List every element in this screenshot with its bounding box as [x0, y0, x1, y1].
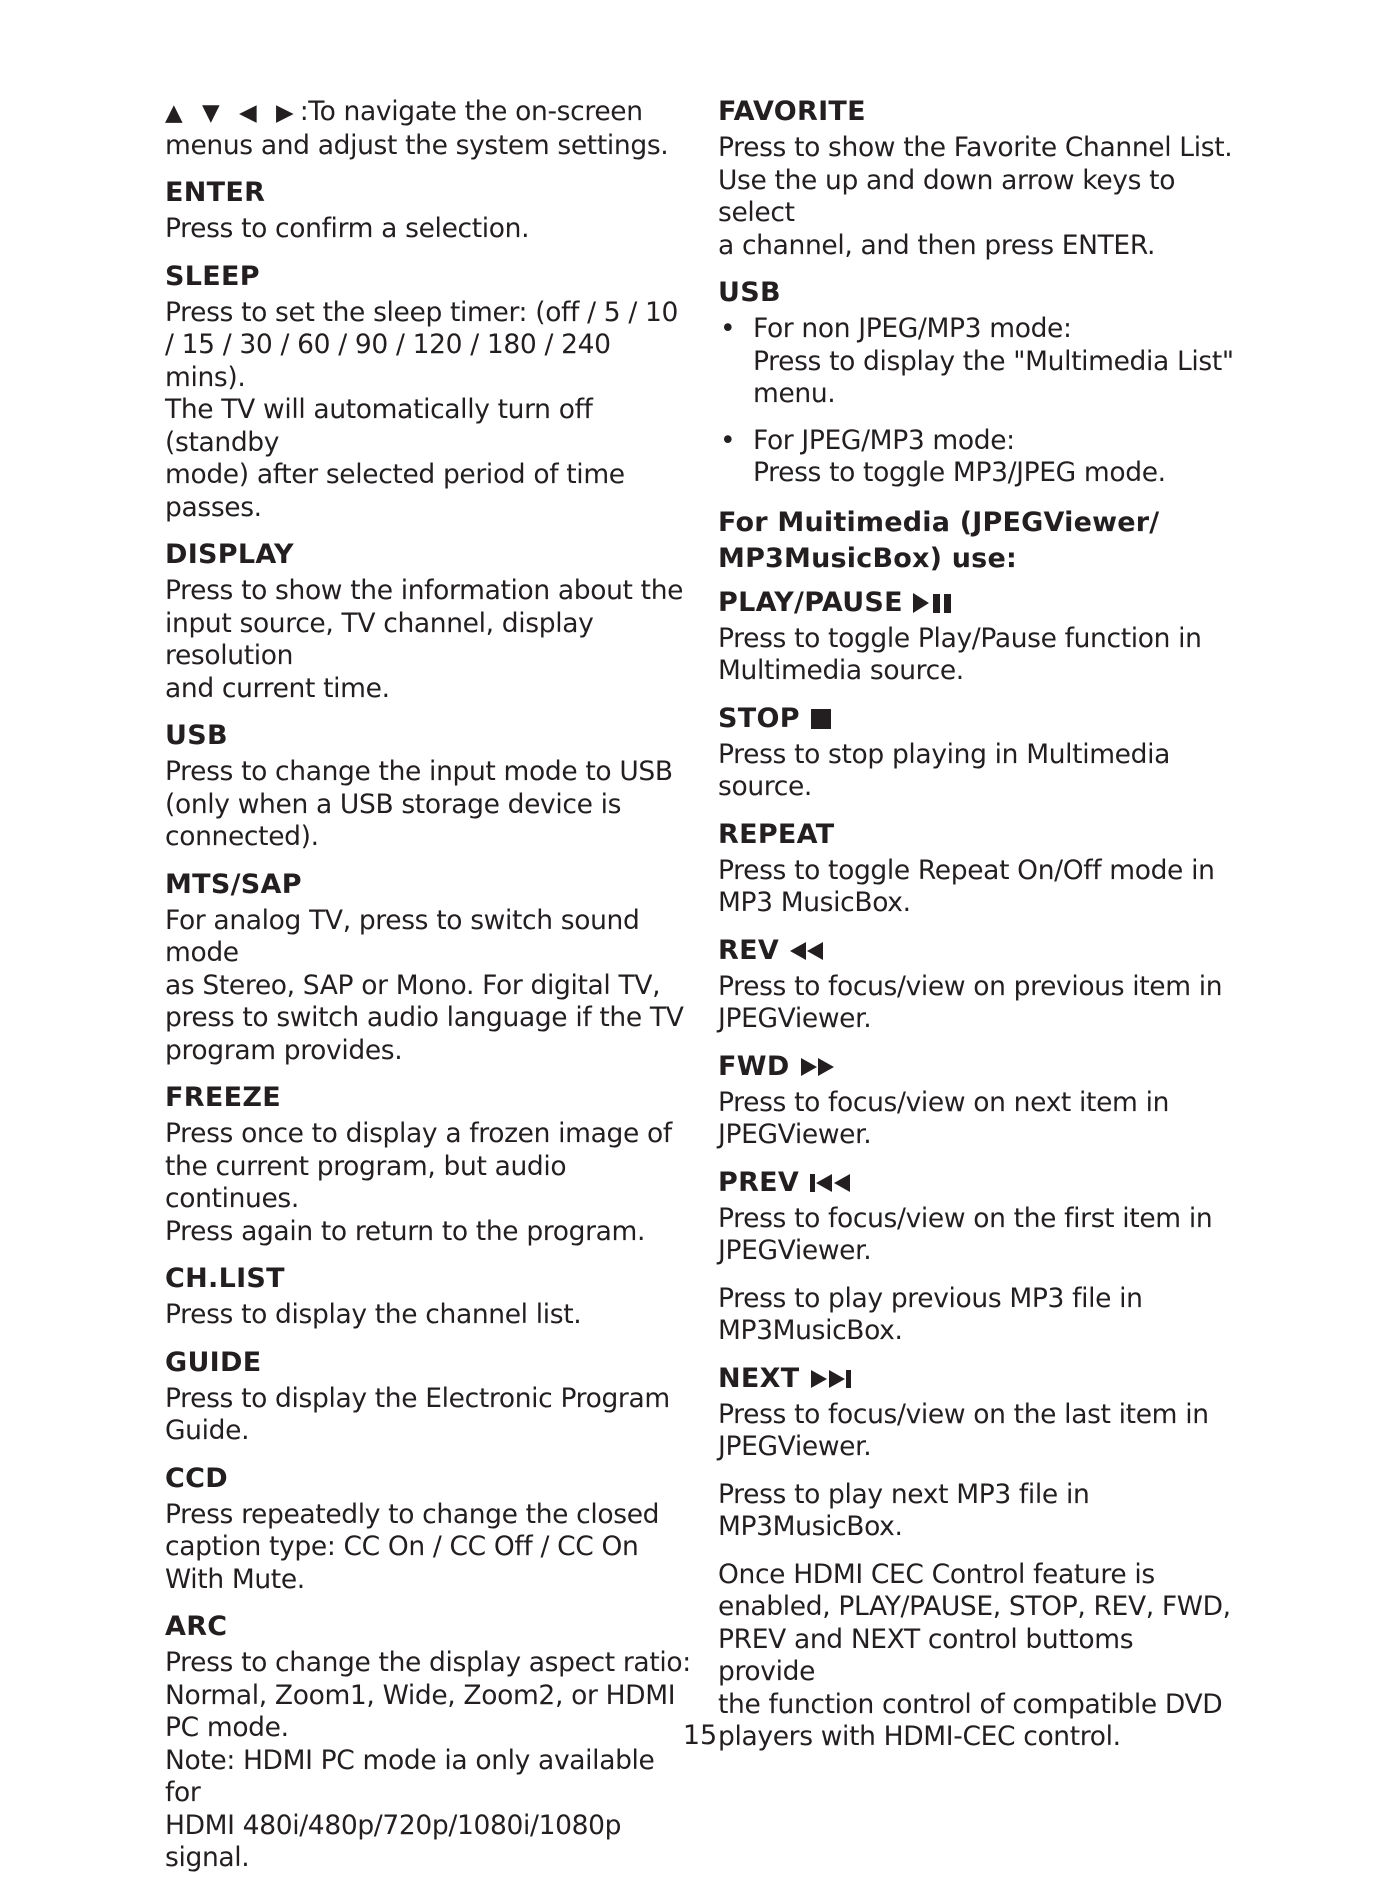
- left-column: [165, 96, 695, 1890]
- section-body: Press to display the channel list.: [165, 1299, 582, 1330]
- section-repeat: [718, 819, 1238, 920]
- section-title-row: [718, 1051, 1238, 1083]
- section-body: Press to toggle Repeat On/Off mode in MP3 MusicBox.: [718, 854, 1215, 918]
- section-title: PLAY/PAUSE: [718, 586, 903, 618]
- section-body: Press to focus/view on next item in JPEGViewer.: [718, 1086, 1170, 1150]
- rewind-icon: [789, 940, 825, 962]
- section-title-row: [718, 1167, 1238, 1199]
- section-title: USB: [718, 277, 781, 308]
- hdmi-cec-note: Once HDMI CEC Control feature is enabled, PLAY/PAUSE, STOP, REV, FWD, PREV and NEXT control buttoms provide the function control of compatible DVD players with HDMI-CEC control.: [718, 1558, 1231, 1752]
- section-title: REPEAT: [718, 818, 835, 850]
- section-body: Press to focus/view on previous item in JPEGViewer.: [718, 970, 1223, 1034]
- section-title: NEXT: [718, 1362, 800, 1394]
- section-title-row: [718, 1363, 1238, 1395]
- section-favorite: [718, 96, 1238, 262]
- section-freeze: [165, 1082, 695, 1248]
- navigation-text: :To navigate the on-screen menus and adjust the system settings.: [165, 96, 669, 161]
- section-next: [718, 1363, 1238, 1544]
- multimedia-heading: For Muitimedia (JPEGViewer/ MP3MusicBox) use:: [718, 506, 1160, 574]
- section-display: [165, 539, 695, 705]
- section-fwd: [718, 1051, 1238, 1152]
- section-body: Press repeatedly to change the closed caption type: CC On / CC Off / CC On With Mute.: [165, 1498, 660, 1595]
- section-ch-list: [165, 1263, 695, 1332]
- section-title: SLEEP: [165, 260, 260, 292]
- section-usb-multimedia: [718, 277, 1238, 490]
- navigation-arrows-icon: ▲ ▼ ◀ ▶: [165, 100, 300, 126]
- section-stop: [718, 703, 1238, 804]
- section-body: Press to show the information about the input source, TV channel, display resolution and current time.: [165, 575, 684, 704]
- section-title: FWD: [718, 1050, 790, 1082]
- play-pause-icon: [913, 591, 955, 615]
- section-title: PREV: [718, 1166, 800, 1198]
- previous-icon: [809, 1172, 853, 1194]
- section-body: Press to stop playing in Multimedia source.: [718, 738, 1171, 802]
- usb-bullet-list: [718, 313, 1238, 490]
- right-column: [718, 96, 1238, 1754]
- section-rev: [718, 935, 1238, 1036]
- section-body: Press to confirm a selection.: [165, 213, 530, 244]
- next-icon: [809, 1368, 853, 1390]
- list-item: [718, 425, 1238, 490]
- section-title-row: [718, 587, 1238, 619]
- section-title: ENTER: [165, 177, 266, 208]
- section-title: FREEZE: [165, 1082, 281, 1113]
- section-body: Press to change the display aspect ratio: Normal, Zoom1, Wide, Zoom2, or HDMI PC mode. Note: HDMI PC mode ia only available for HDMI 480i/480p/720p/1080i/1080p signal.: [165, 1647, 691, 1873]
- bullet-text: For JPEG/MP3 mode: Press to toggle MP3/JPEG mode.: [753, 424, 1166, 488]
- section-title: FAVORITE: [718, 96, 866, 127]
- section-title-row: [718, 935, 1238, 967]
- section-mts-sap: [165, 869, 695, 1068]
- section-usb: [165, 720, 695, 854]
- list-item: [718, 313, 1238, 411]
- section-body: Press to focus/view on the last item in JPEGViewer.: [718, 1398, 1209, 1462]
- section-body: Press to change the input mode to USB (only when a USB storage device is connected).: [165, 756, 673, 852]
- fast-forward-icon: [800, 1056, 836, 1078]
- section-ccd: [165, 1463, 695, 1597]
- section-sleep: [165, 261, 695, 525]
- stop-icon: [810, 708, 832, 730]
- section-body: Press to toggle Play/Pause function in Multimedia source.: [718, 622, 1202, 686]
- section-title: GUIDE: [165, 1346, 262, 1378]
- section-play-pause: [718, 587, 1238, 688]
- section-body: Press to set the sleep timer: (off / 5 / 10 / 15 / 30 / 60 / 90 / 120 / 180 / 240 mins). The TV will automatically turn off (standby mode) after selected period of time passes.: [165, 296, 678, 523]
- section-body: Press once to display a frozen image of the current program, but audio continues. Press again to return to the program.: [165, 1118, 672, 1247]
- navigation-arrows-description: [165, 96, 695, 162]
- section-body: Press to display the Electronic Program Guide.: [165, 1382, 670, 1446]
- section-title-row: [718, 703, 1238, 735]
- section-body-extra: Press to play previous MP3 file in MP3MusicBox.: [718, 1282, 1143, 1346]
- section-title: REV: [718, 934, 780, 966]
- page-number: 15: [682, 1720, 718, 1751]
- bullet-text: For non JPEG/MP3 mode: Press to display the "Multimedia List" menu.: [753, 313, 1234, 409]
- section-title: STOP: [718, 702, 800, 734]
- section-title: CH.LIST: [165, 1263, 285, 1294]
- section-enter: [165, 177, 695, 246]
- bullet-icon: •: [720, 313, 736, 344]
- section-title: USB: [165, 720, 228, 751]
- section-body-extra: Press to play next MP3 file in MP3MusicBox.: [718, 1478, 1090, 1542]
- section-prev: [718, 1167, 1238, 1348]
- section-title: CCD: [165, 1462, 228, 1494]
- section-body: Press to focus/view on the first item in JPEGViewer.: [718, 1202, 1213, 1266]
- section-title: MTS/SAP: [165, 868, 302, 900]
- section-title: DISPLAY: [165, 539, 294, 570]
- section-body: For analog TV, press to switch sound mode as Stereo, SAP or Mono. For digital TV, press to switch audio language if the TV program provides.: [165, 904, 684, 1066]
- section-title: ARC: [165, 1611, 228, 1642]
- bullet-icon: •: [720, 424, 736, 456]
- section-body: Press to show the Favorite Channel List. Use the up and down arrow keys to select a channel, and then press ENTER.: [718, 132, 1233, 261]
- section-guide: [165, 1347, 695, 1448]
